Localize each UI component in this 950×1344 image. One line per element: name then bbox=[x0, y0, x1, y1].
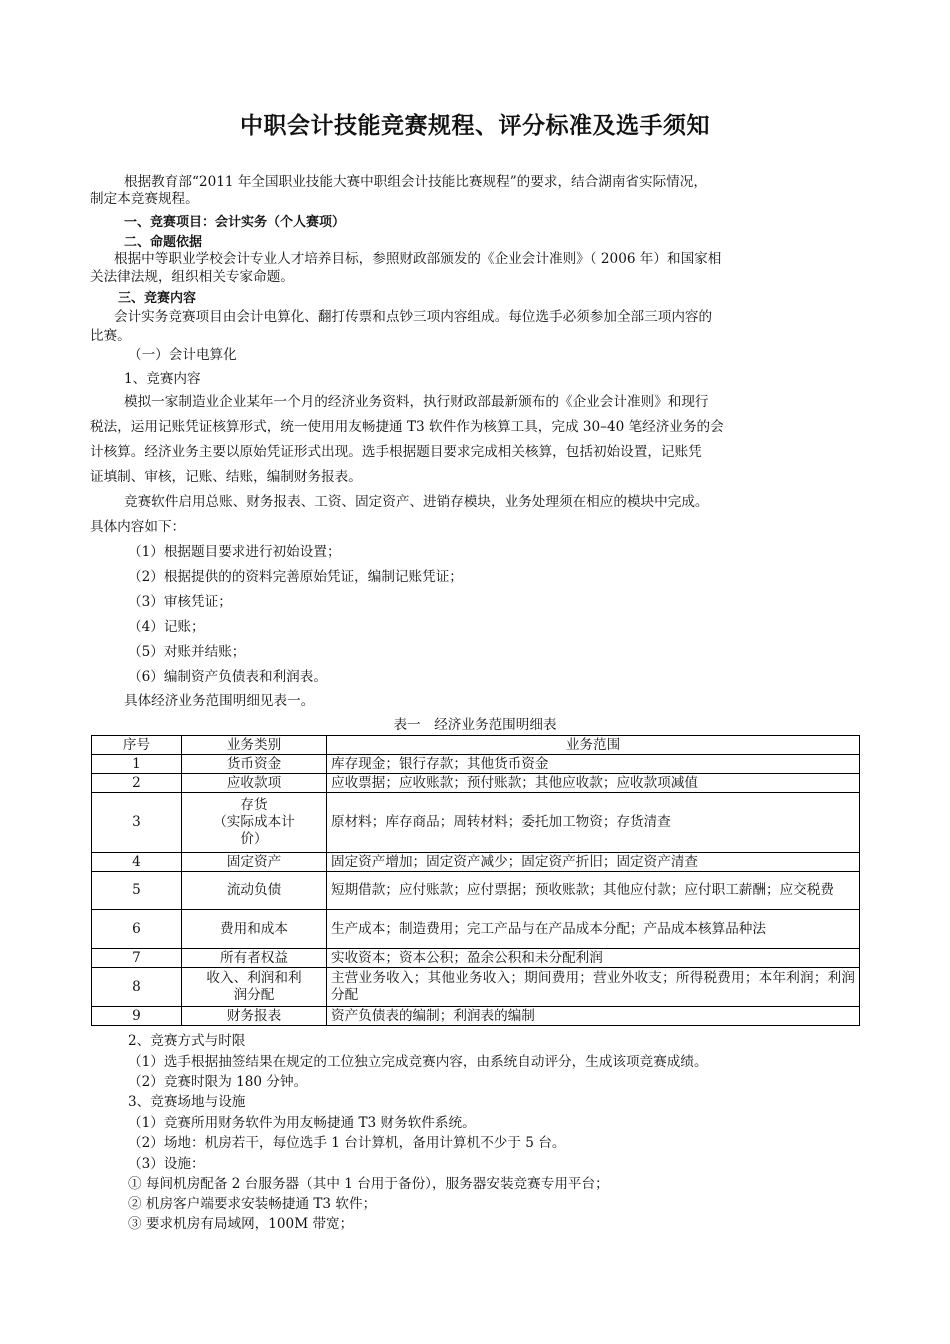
row-scope: 主营业务收入；其他业务收入；期间费用；营业外收支；所得税费用；本年利润；利润分配 bbox=[327, 968, 860, 1007]
table-row bbox=[92, 1007, 860, 1026]
row-no: 6 bbox=[92, 910, 182, 949]
row-category: 应收款项 bbox=[182, 774, 327, 793]
step-5: （5）对账并结账； bbox=[128, 644, 246, 660]
para-soft-line-1: 竞赛软件启用总账、财务报表、工资、固定资产、进销存模块，业务处理须在相应的模块中完成。 bbox=[124, 494, 709, 510]
table-row bbox=[92, 774, 860, 793]
document-title: 中职会计技能竞赛规程、评分标准及选手须知 bbox=[240, 113, 710, 139]
section-2-line-1: 根据中等职业学校会计专业人才培养目标，参照财政部颁发的《企业会计准则》（ 2006 年）和国家相 bbox=[114, 251, 722, 267]
table-row bbox=[92, 755, 860, 774]
table-row bbox=[92, 853, 860, 872]
item-3-line-6: ③ 要求机房有局域网，100M 带宽； bbox=[128, 1216, 354, 1232]
item-3-line-1: （1）竞赛所用财务软件为用友畅捷通 T3 财务软件系统。 bbox=[128, 1115, 476, 1131]
row-no: 2 bbox=[92, 774, 182, 793]
row-scope: 原材料；库存商品；周转材料；委托加工物资；存货清查 bbox=[327, 793, 860, 853]
item-2-line-2: （2）竞赛时限为 180 分钟。 bbox=[128, 1074, 308, 1090]
row-scope: 实收资本；资本公积；盈余公积和未分配利润 bbox=[327, 949, 860, 968]
row-no: 4 bbox=[92, 853, 182, 872]
item-3-line-2: （2）场地：机房若干，每位选手 1 台计算机，备用计算机不少于 5 台。 bbox=[128, 1135, 566, 1151]
row-no: 5 bbox=[92, 872, 182, 910]
table-caption: 表一 经济业务范围明细表 bbox=[393, 717, 557, 733]
row-scope: 应收票据；应收账款；预付账款；其他应收款；应收款项减值 bbox=[327, 774, 860, 793]
header-scope: 业务范围 bbox=[327, 736, 860, 755]
intro-line-2: 制定本竞赛规程。 bbox=[90, 191, 199, 207]
item-3-line-4: ① 每间机房配备 2 台服务器（其中 1 台用于备份），服务器安装竞赛专用平台； bbox=[128, 1176, 609, 1192]
row-category: 费用和成本 bbox=[182, 910, 327, 949]
step-6: （6）编制资产负债表和利润表。 bbox=[128, 669, 327, 685]
row-scope: 短期借款；应付账款；应付票据；预收账款；其他应付款；应付职工薪酬；应交税费 bbox=[327, 872, 860, 910]
item-3-line-5: ② 机房客户端要求安装畅捷通 T3 软件； bbox=[128, 1196, 377, 1212]
row-no: 1 bbox=[92, 755, 182, 774]
row-scope: 生产成本；制造费用；完工产品与在产品成本分配；产品成本核算品种法 bbox=[327, 910, 860, 949]
step-4: （4）记账； bbox=[128, 619, 205, 635]
section-3-heading: 三、竞赛内容 bbox=[118, 291, 197, 306]
item-3-line-3: （3）设施： bbox=[128, 1156, 205, 1172]
table-row bbox=[92, 793, 860, 853]
section-3-line-2: 比赛。 bbox=[90, 328, 131, 344]
table-reference: 具体经济业务范围明细见表一。 bbox=[124, 693, 315, 709]
para-sim-line-4: 证填制、审核，记账、结账，编制财务报表。 bbox=[90, 469, 362, 485]
row-category: 货币资金 bbox=[182, 755, 327, 774]
row-no: 3 bbox=[92, 793, 182, 853]
step-2: （2）根据提供的的资料完善原始凭证，编制记账凭证； bbox=[128, 569, 463, 585]
row-no: 8 bbox=[92, 968, 182, 1007]
step-1: （1）根据题目要求进行初始设置； bbox=[128, 544, 341, 560]
intro-line-1: 根据教育部“2011 年全国职业技能大赛中职组会计技能比赛规程”的要求，结合湖南省实际情况， bbox=[124, 174, 707, 190]
subsection-heading: （一）会计电算化 bbox=[128, 347, 237, 363]
section-2-heading: 二、命题依据 bbox=[124, 235, 203, 250]
para-sim-line-3: 计核算。经济业务主要以原始凭证形式出现。选手根据题目要求完成相关核算，包括初始设置，记账凭 bbox=[90, 444, 702, 460]
item-1-title: 1、竞赛内容 bbox=[124, 371, 201, 387]
row-scope: 固定资产增加；固定资产减少；固定资产折旧；固定资产清查 bbox=[327, 853, 860, 872]
row-category: 固定资产 bbox=[182, 853, 327, 872]
document-page bbox=[90, 0, 860, 1344]
para-sim-line-2: 税法，运用记账凭证核算形式，统一使用用友畅捷通 T3 软件作为核算工具，完成 30–40 笔经济业务的会 bbox=[90, 419, 724, 435]
item-2-line-1: （1）选手根据抽签结果在规定的工位独立完成竞赛内容，由系统自动评分，生成该项竞赛成绩。 bbox=[128, 1054, 708, 1070]
item-2-title: 2、竞赛方式与时限 bbox=[128, 1033, 246, 1049]
table-header-row bbox=[92, 736, 860, 755]
item-3-title: 3、竞赛场地与设施 bbox=[128, 1094, 246, 1110]
header-category: 业务类别 bbox=[182, 736, 327, 755]
row-scope: 库存现金；银行存款；其他货币资金 bbox=[327, 755, 860, 774]
row-category: 所有者权益 bbox=[182, 949, 327, 968]
para-soft-line-2: 具体内容如下： bbox=[90, 519, 186, 535]
row-category: 存货 （实际成本计 价） bbox=[182, 793, 327, 853]
table-row bbox=[92, 910, 860, 949]
para-sim-line-1: 模拟一家制造业企业某年一个月的经济业务资料，执行财政部最新颁布的《企业会计准则》和现行 bbox=[124, 394, 709, 410]
header-no: 序号 bbox=[92, 736, 182, 755]
row-scope: 资产负债表的编制；利润表的编制 bbox=[327, 1007, 860, 1026]
section-2-line-2: 关法律法规，组织相关专家命题。 bbox=[90, 269, 294, 285]
row-category: 流动负债 bbox=[182, 872, 327, 910]
row-category: 收入、利润和利 润分配 bbox=[182, 968, 327, 1007]
row-no: 9 bbox=[92, 1007, 182, 1026]
table-row bbox=[92, 949, 860, 968]
step-3: （3）审核凭证； bbox=[128, 594, 232, 610]
section-3-line-1: 会计实务竞赛项目由会计电算化、翻打传票和点钞三项内容组成。每位选手必须参加全部三项内容的 bbox=[114, 309, 713, 325]
row-category: 财务报表 bbox=[182, 1007, 327, 1026]
table-row bbox=[92, 968, 860, 1007]
table-row bbox=[92, 872, 860, 910]
section-1-heading: 一、竞赛项目：会计实务（个人赛项） bbox=[124, 215, 346, 230]
row-no: 7 bbox=[92, 949, 182, 968]
business-scope-table bbox=[91, 735, 860, 1026]
